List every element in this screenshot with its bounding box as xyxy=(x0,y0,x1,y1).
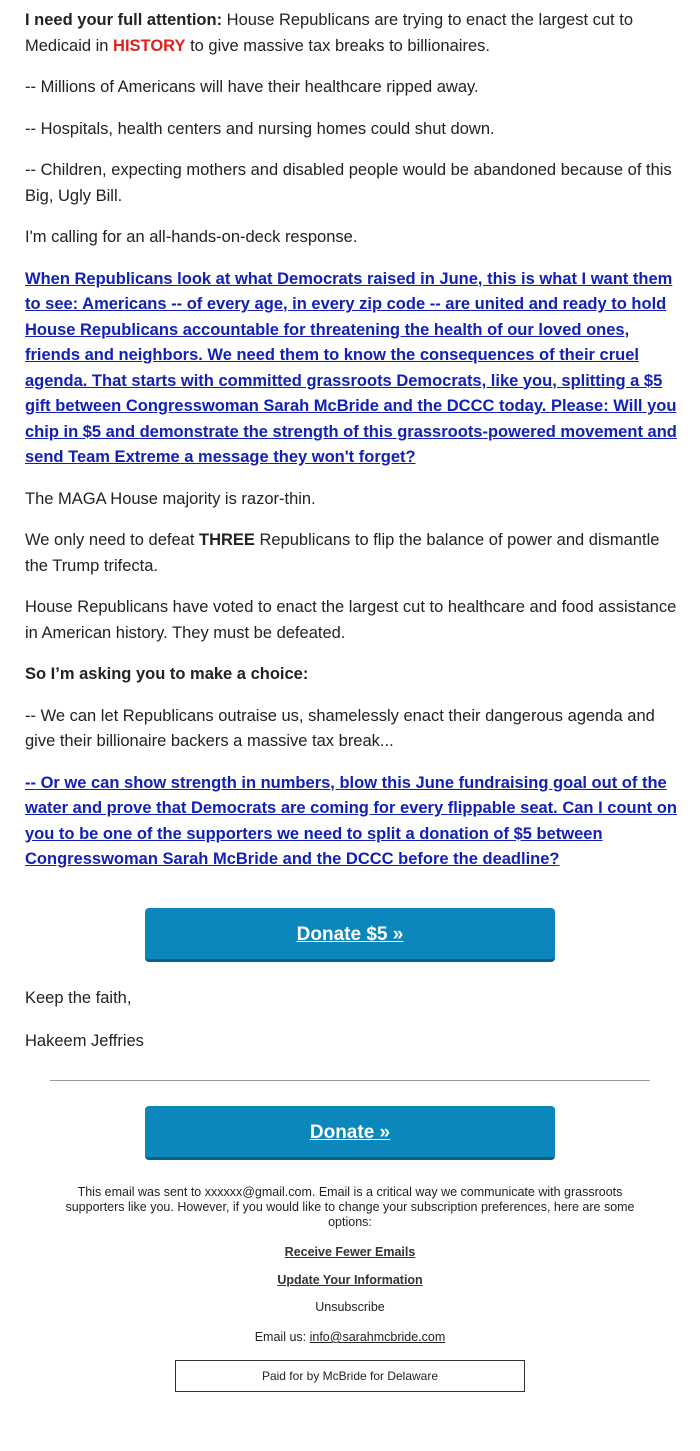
intro-emphasis: HISTORY xyxy=(113,36,186,55)
donation-link-2[interactable]: -- Or we can show strength in numbers, blow this June fundraising goal out of the water and prove that Democrats are coming for every flippable seat. Can I count on you to be one of the supporters we need to split a donation of $5 between Congresswoman Sarah McBride and the DCCC before the deadline? xyxy=(25,773,677,868)
choice-heading: So I’m asking you to make a choice: xyxy=(25,665,309,683)
donate-5-button[interactable]: Donate $5 » xyxy=(145,908,555,962)
majority-paragraph: The MAGA House majority is razor-thin. xyxy=(25,489,316,508)
signature-text: Hakeem Jeffries xyxy=(25,1031,144,1050)
footer-notice: This email was sent to xxxxxx@gmail.com. Email is a critical way we communicate with grassroots supporters like you. However, if you would like to change your subscription preferences, here are some options: xyxy=(65,1185,635,1229)
footer-email xyxy=(60,1330,640,1345)
email-address-link[interactable]: info@sarahmcbride.com xyxy=(309,1330,446,1344)
bullet-3: -- Children, expecting mothers and disabled people would be abandoned because of this Big, Ugly Bill. xyxy=(25,161,672,205)
choice-1-paragraph: -- We can let Republicans outraise us, shamelessly enact their dangerous agenda and give their billionaire backers a massive tax break... xyxy=(25,706,655,750)
footer-links-2 xyxy=(60,1273,640,1288)
intro-lead: I need your full attention: xyxy=(25,11,223,29)
unsubscribe-link[interactable]: Unsubscribe xyxy=(315,1300,385,1314)
intro-paragraph xyxy=(25,8,677,59)
voted-paragraph: House Republicans have voted to enact the largest cut to healthcare and food assistance in American history. They must be defeated. xyxy=(25,598,677,642)
divider xyxy=(50,1080,650,1081)
footer-links-3 xyxy=(60,1300,640,1315)
link-paragraph-2-wrap xyxy=(25,771,677,873)
signoff-text: Keep the faith, xyxy=(25,989,132,1007)
email-prefix: Email us: xyxy=(254,1330,310,1344)
defeat-emphasis: THREE xyxy=(198,531,255,549)
defeat-paragraph xyxy=(25,528,677,579)
paid-for-box: Paid for by McBride for Delaware xyxy=(175,1360,525,1392)
intro-text-a: House Republicans are trying to enact the largest cut to Medicaid in xyxy=(25,11,633,55)
link-paragraph-1-wrap xyxy=(25,267,677,471)
update-information-link[interactable]: Update Your Information xyxy=(277,1273,423,1287)
defeat-text-a: We only need to defeat xyxy=(25,531,199,549)
intro-text-b: to give massive tax breaks to billionaires. xyxy=(185,36,490,55)
defeat-text-b: Republicans to flip the balance of power and dismantle the Trump trifecta. xyxy=(25,531,660,575)
bullet-2: -- Hospitals, health centers and nursing homes could shut down. xyxy=(25,119,495,138)
donation-link-1[interactable]: When Republicans look at what Democrats raised in June, this is what I want them to see: Americans -- of every age, in every zip code -- are united and ready to hold House Republicans accountable for threatening the health of our loved ones, friends and neighbors. We need them to know the consequences of their cruel agenda. That starts with committed grassroots Democrats, like you, splitting a $5 gift between Congresswoman Sarah McBride and the DCCC today. Please: Will you chip in $5 and demonstrate the strength of this grassroots-powered movement and send Team Extreme a message they won't forget? xyxy=(25,269,677,466)
bullet-1: -- Millions of Americans will have their healthcare ripped away. xyxy=(25,78,479,96)
receive-fewer-emails-link[interactable]: Receive Fewer Emails xyxy=(284,1245,416,1259)
call-paragraph: I'm calling for an all-hands-on-deck response. xyxy=(25,228,358,246)
donate-button[interactable]: Donate » xyxy=(145,1106,555,1160)
email-body xyxy=(25,0,677,889)
signoff-block xyxy=(25,986,677,1070)
footer-links xyxy=(60,1245,640,1260)
